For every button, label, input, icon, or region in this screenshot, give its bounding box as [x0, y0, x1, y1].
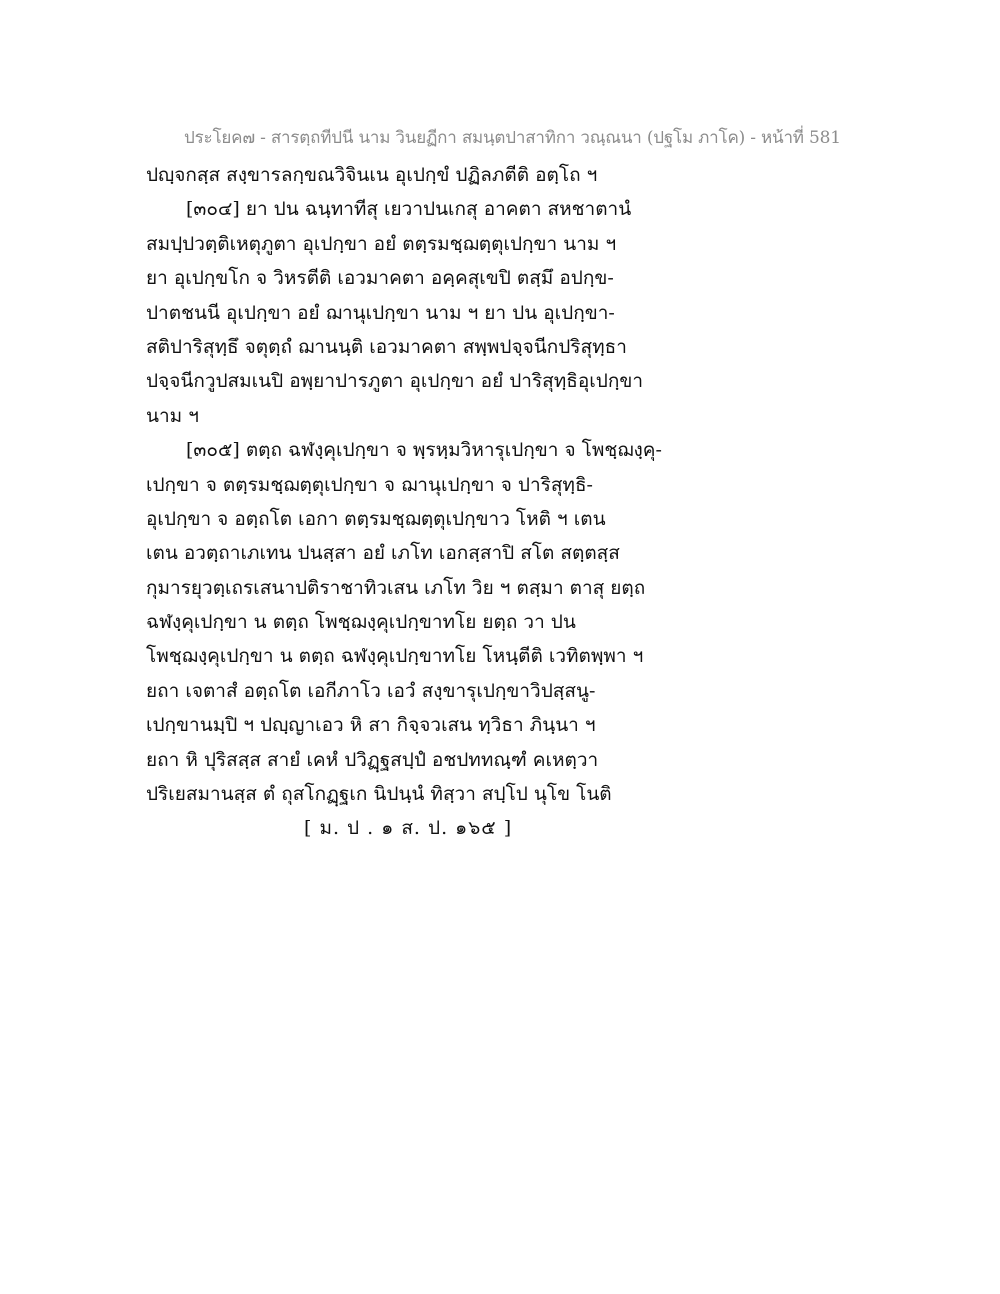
text-line: สมปฺปวตฺติเหตุภูตา อุเปกฺขา อยํ ตตฺรมชฺฌตฺตุเปกฺขา นาม ฯ [146, 232, 617, 255]
paragraph-304-line: [๓๐๔] ยา ปน ฉนฺทาทีสุ เยวาปนเกสุ อาคตา สหชาตานํ [186, 198, 632, 221]
text-line: เตน อวตฺถาเภเทน ปนสฺสา อยํ เภโท เอกสฺสาปิ สโต สตฺตสฺส [146, 542, 620, 565]
text-line: ปริเยสมานสฺส ตํ ถุสโกฏฺฐเก นิปนฺนํ ทิสฺวา สปฺโป นุโข โนติ [146, 783, 612, 806]
paragraph-305-line: [๓๐๕] ตตฺถ ฉฬงฺคุเปกฺขา จ พฺรหฺมวิหารุเปกฺขา จ โพชฺฌงฺคุ- [186, 439, 662, 462]
body-text [146, 158, 706, 846]
text-line: เปกฺขานมฺปิ ฯ ปญฺญาเอว หิ สา กิจฺจวเสน ทฺวิธา ภินฺนา ฯ [146, 714, 596, 737]
text-line: สติปาริสุทฺธึ จตุตฺถํ ฌานนฺติ เอวมาคตา สพฺพปจฺจนีกปริสุทฺธา [146, 335, 627, 358]
text-line: โพชฺฌงฺคุเปกฺขา น ตตฺถ ฉฬงฺคุเปกฺขาทโย โหนฺตีติ เวทิตพฺพา ฯ [146, 645, 644, 668]
running-header: ประโยค๗ - สารตฺถทีปนี นาม วินยฏีกา สมนฺตปาสาทิกา วณฺณนา (ปฐโม ภาโค) - หน้าที่ 581 [184, 128, 841, 148]
text-line: ปาตชนนี อุเปกฺขา อยํ ฌานุเปกฺขา นาม ฯ ยา ปน อุเปกฺขา- [146, 301, 615, 324]
text-line: ปจฺจนีกวูปสมเนปิ อพฺยาปารภูตา อุเปกฺขา อยํ ปาริสุทฺธิอุเปกฺขา [146, 370, 644, 393]
text-line: ปญฺจกสฺส สงฺขารลกฺขณวิจินเน อุเปกฺขํ ปฏิลภตีติ อตฺโถ ฯ [146, 164, 598, 186]
text-line: ยถา หิ ปุริสสฺส สายํ เคหํ ปวิฏฺฐสปฺปํ อชปททณฺฑํ คเหตฺวา [146, 748, 599, 771]
text-line: อุเปกฺขา จ อตฺถโต เอกา ตตฺรมชฺฌตฺตุเปกฺขาว โหติ ฯ เตน [146, 507, 606, 530]
text-line: ฉฬงฺคุเปกฺขา น ตตฺถ โพชฺฌงฺคุเปกฺขาทโย ยตฺถ วา ปน [146, 611, 576, 634]
text-line: เปกฺขา จ ตตฺรมชฺฌตฺตุเปกฺขา จ ฌานุเปกฺขา จ ปาริสุทฺธิ- [146, 473, 593, 496]
text-line: ยถา เจตาสํ อตฺถโต เอกีภาโว เอวํ สงฺขารุเปกฺขาวิปสฺสนู- [146, 679, 596, 702]
text-line: กุมารยุวตฺเถรเสนาปติราชาทิวเสน เภโท วิย ฯ ตสฺมา ตาสุ ยตฺถ [146, 576, 646, 599]
page-reference: [ ม. ป . ๑ ส. ป. ๑๖๕ ] [304, 817, 513, 840]
text-line: ยา อุเปกฺขโก จ วิหรตีติ เอวมาคตา อคฺคสุเขปิ ตสฺมึ อปกฺข- [146, 267, 614, 290]
text-line: นาม ฯ [146, 404, 199, 427]
